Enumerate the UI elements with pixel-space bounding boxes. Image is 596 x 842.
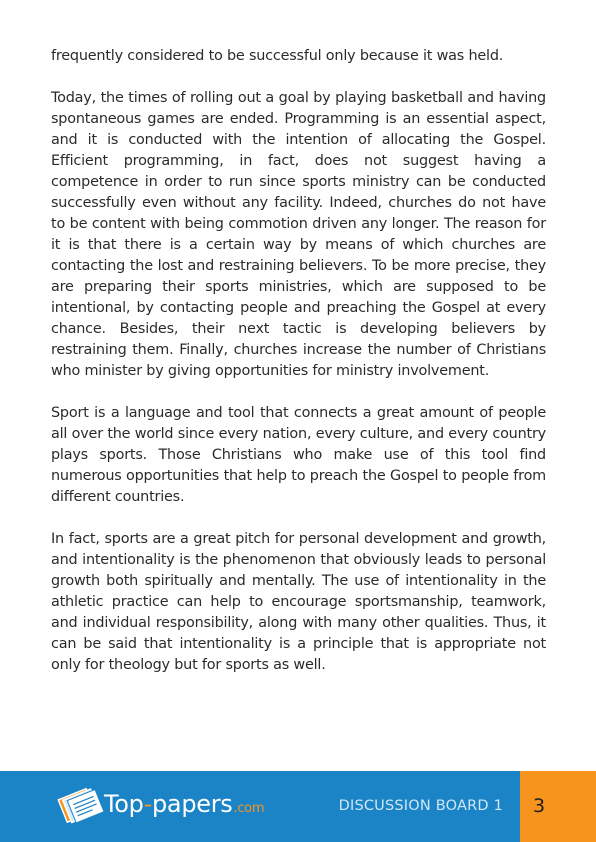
page-number: 3 [532,795,546,817]
papers-stack-icon [50,785,106,827]
paragraph: In fact, sports are a great pitch for personal development and growth, and intentionality is the phenomenon that obviously leads to personal growth both spiritually and mentally. The use of intentionality in the athletic practice can help to encourage sportsmanship, teamwork, and individual responsibility, along with many other qualities. Thus, it can be said that intentionality is a principle that is appropriate not only for theology but for sports as well. [51,531,546,673]
paragraph: Today, the times of rolling out a goal by playing basketball and having spontaneous games are ended. Programming is an essential aspect, and it is conducted with the intention of allocating the Gospel. Efficient programming, in fact, does not suggest having a competence in order to run since sports ministry can be conducted successfully even without any facility. Indeed, churches do not have to be content with being commotion driven any longer. The reason for it is that there is a certain way by means of which churches are contacting the lost and restraining believers. To be more precise, they are preparing their sports ministries, which are supposed to be intentional, by contacting people and preaching the Gospel at every chance. Besides, their next tactic is developing believers by restraining them. Finally, churches increase the number of Christians who minister by giving opportunities for ministry involvement. [51,90,546,379]
brand-dash: - [143,789,152,818]
brand-word-papers: papers [151,789,233,818]
brand-word-top: Top [104,789,144,818]
paragraph: Sport is a language and tool that connects a great amount of people all over the world since every nation, every culture, and every country plays sports. Those Christians who make use of this tool find numerous opportunities that help to preach the Gospel to people from different countries. [51,405,546,505]
brand-domain: .com [233,800,265,816]
brand-wordmark [104,783,264,830]
page-number-box [520,771,596,842]
document-body [51,46,546,697]
brand-logo [50,785,264,827]
section-label: DISCUSSION BOARD 1 [338,798,503,814]
paragraph: frequently considered to be successful only because it was held. [51,48,504,64]
page-footer [0,771,596,842]
